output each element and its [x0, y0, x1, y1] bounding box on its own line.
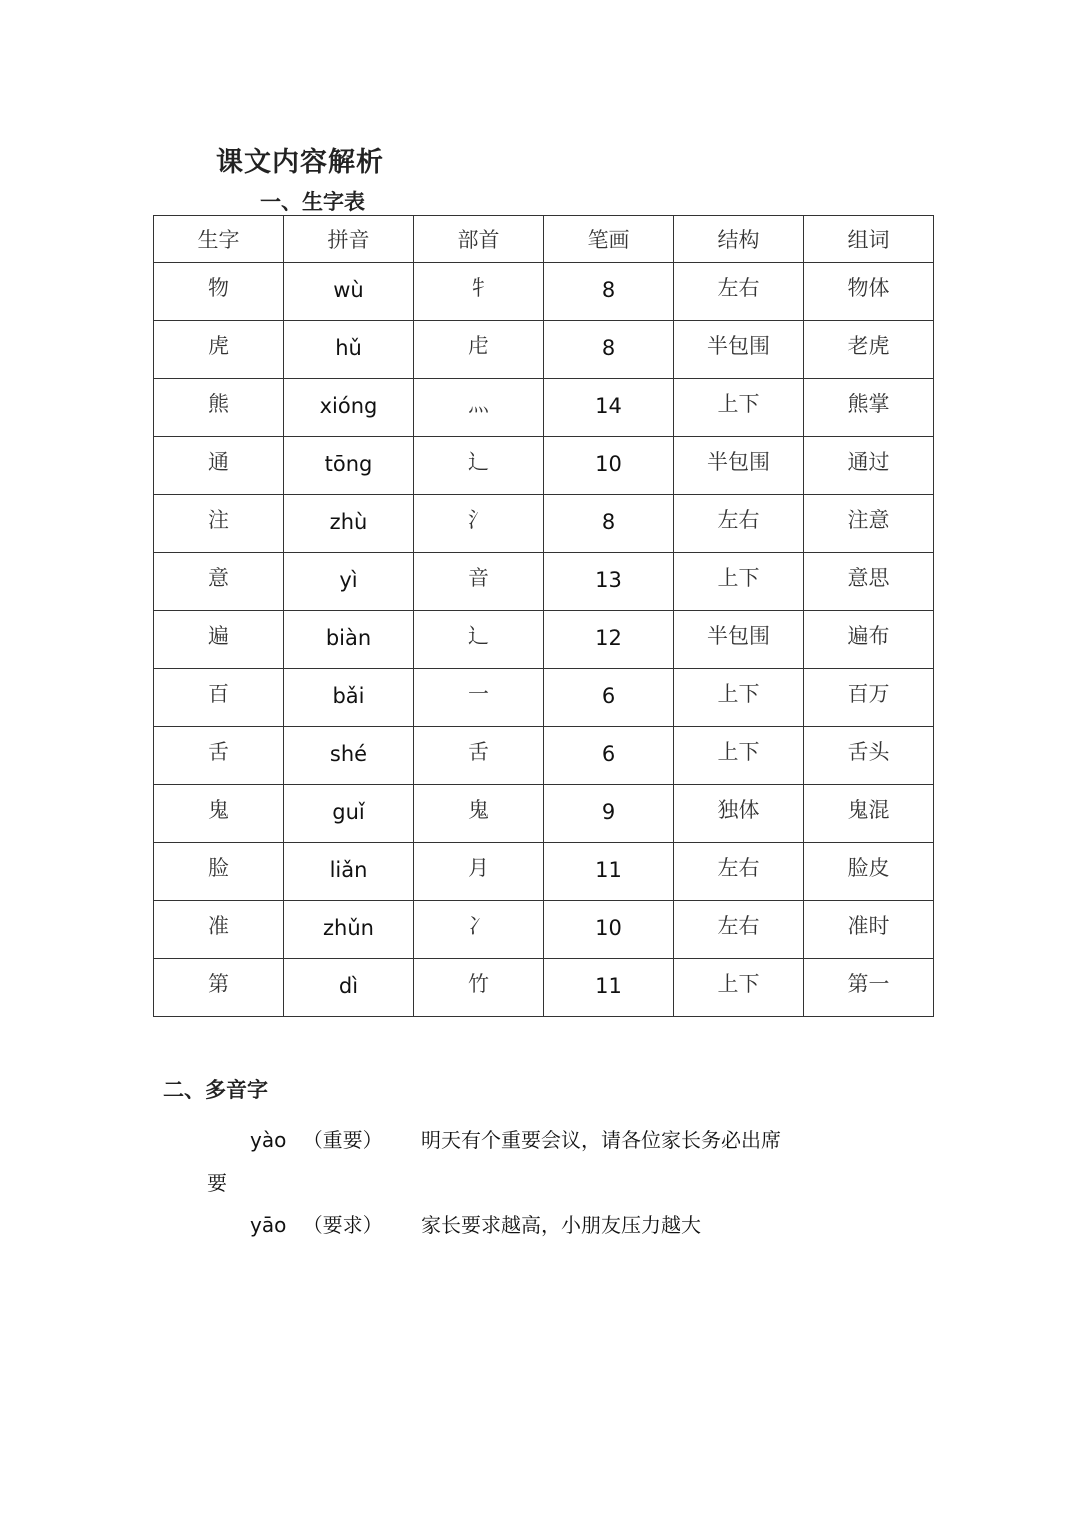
pinyin-cell — [284, 611, 414, 669]
structure-cell-text: 上下 — [717, 392, 760, 416]
pinyin-cell-text: wù — [333, 278, 364, 302]
structure-cell-text: 左右 — [717, 276, 760, 300]
char-cell-text: 第 — [208, 972, 229, 996]
pinyin-cell — [284, 727, 414, 785]
column-header: 笔画 — [544, 216, 674, 263]
section-heading-polyphonic: 二、多音字 — [163, 1077, 268, 1102]
word-cell-text: 通过 — [847, 450, 890, 474]
radical-cell — [414, 379, 544, 437]
pinyin-cell-text: xióng — [319, 394, 378, 418]
word-cell — [804, 495, 934, 553]
radical-cell — [414, 495, 544, 553]
radical-cell — [414, 727, 544, 785]
word-cell-text: 老虎 — [847, 334, 890, 358]
pinyin-cell — [284, 843, 414, 901]
page-title: 课文内容解析 — [216, 147, 384, 178]
radical-cell — [414, 669, 544, 727]
table-row — [154, 669, 934, 727]
word-cell-text: 准时 — [847, 914, 890, 938]
character-table — [153, 215, 934, 1017]
radical-cell-text: 冫 — [468, 914, 489, 938]
radical-cell-text: 辶 — [468, 624, 489, 648]
word-cell — [804, 959, 934, 1017]
column-header: 结构 — [674, 216, 804, 263]
radical-cell — [414, 437, 544, 495]
char-cell — [154, 727, 284, 785]
column-header: 拼音 — [284, 216, 414, 263]
stroke-count-cell-text: 14 — [595, 394, 622, 418]
pinyin-cell-text: guǐ — [332, 800, 365, 824]
char-cell-text: 注 — [208, 508, 229, 532]
radical-cell — [414, 553, 544, 611]
table-row — [154, 263, 934, 321]
column-header: 生字 — [154, 216, 284, 263]
structure-cell — [674, 379, 804, 437]
pinyin-cell-text: hǔ — [335, 336, 362, 360]
stroke-count-cell — [544, 611, 674, 669]
word-cell — [804, 611, 934, 669]
pinyin-cell-text: tōng — [324, 452, 373, 476]
word-cell — [804, 843, 934, 901]
reading-pinyin: yāo — [250, 1213, 287, 1237]
column-header: 组词 — [804, 216, 934, 263]
radical-cell-text: 牜 — [468, 276, 489, 300]
char-cell — [154, 495, 284, 553]
stroke-count-cell-text: 10 — [595, 916, 622, 940]
word-cell — [804, 321, 934, 379]
structure-cell — [674, 495, 804, 553]
word-cell-text: 物体 — [847, 276, 890, 300]
stroke-count-cell-text: 11 — [595, 974, 622, 998]
pinyin-cell — [284, 495, 414, 553]
radical-cell-text: 辶 — [468, 450, 489, 474]
radical-cell-text: 竹 — [468, 972, 489, 996]
stroke-count-cell — [544, 553, 674, 611]
structure-cell-text: 独体 — [717, 798, 760, 822]
radical-cell-text: 鬼 — [468, 798, 489, 822]
stroke-count-cell — [544, 727, 674, 785]
word-cell — [804, 379, 934, 437]
stroke-count-cell-text: 9 — [601, 800, 616, 824]
pinyin-cell — [284, 785, 414, 843]
reading-sentence: 家长要求越高，小朋友压力越大 — [421, 1213, 702, 1237]
stroke-count-cell-text: 8 — [601, 510, 616, 534]
radical-cell — [414, 901, 544, 959]
stroke-count-cell-text: 12 — [595, 626, 622, 650]
structure-cell-text: 上下 — [717, 566, 760, 590]
pinyin-cell-text: yì — [339, 568, 358, 592]
pinyin-cell-text: zhù — [329, 510, 368, 534]
word-cell — [804, 785, 934, 843]
char-cell — [154, 263, 284, 321]
structure-cell — [674, 263, 804, 321]
char-cell-text: 遍 — [208, 624, 229, 648]
structure-cell-text: 半包围 — [707, 450, 770, 474]
table-row — [154, 901, 934, 959]
word-cell-text: 意思 — [847, 566, 890, 590]
section-heading-character-table: 一、生字表 — [260, 189, 365, 214]
char-cell-text: 通 — [208, 450, 229, 474]
word-cell — [804, 553, 934, 611]
polyphonic-character: 要 — [207, 1171, 227, 1195]
table-row — [154, 843, 934, 901]
reading-word: （重要） — [302, 1128, 383, 1152]
pinyin-cell — [284, 321, 414, 379]
radical-cell — [414, 321, 544, 379]
radical-cell-text: 氵 — [468, 508, 489, 532]
table-header-row — [154, 216, 934, 263]
char-cell-text: 百 — [208, 682, 229, 706]
char-cell-text: 意 — [208, 566, 229, 590]
table-row — [154, 495, 934, 553]
pinyin-cell-text: shé — [329, 742, 368, 766]
char-cell — [154, 785, 284, 843]
pinyin-cell-text: zhǔn — [323, 916, 374, 940]
word-cell-text: 百万 — [847, 682, 890, 706]
structure-cell-text: 上下 — [717, 972, 760, 996]
structure-cell — [674, 843, 804, 901]
word-cell — [804, 727, 934, 785]
structure-cell-text: 上下 — [717, 740, 760, 764]
word-cell-text: 鬼混 — [847, 798, 890, 822]
table-row — [154, 611, 934, 669]
radical-cell-text: 虍 — [468, 334, 489, 358]
stroke-count-cell-text: 10 — [595, 452, 622, 476]
word-cell — [804, 263, 934, 321]
pinyin-cell — [284, 437, 414, 495]
radical-cell-text: 月 — [468, 856, 489, 880]
table-row — [154, 437, 934, 495]
column-header: 部首 — [414, 216, 544, 263]
structure-cell — [674, 321, 804, 379]
table-row — [154, 379, 934, 437]
word-cell — [804, 669, 934, 727]
pinyin-cell — [284, 553, 414, 611]
reading-line-1 — [250, 1124, 781, 1153]
table-body — [154, 263, 934, 1017]
stroke-count-cell — [544, 669, 674, 727]
structure-cell — [674, 959, 804, 1017]
structure-cell — [674, 553, 804, 611]
radical-cell — [414, 843, 544, 901]
char-cell-text: 物 — [208, 276, 229, 300]
structure-cell — [674, 611, 804, 669]
char-cell — [154, 321, 284, 379]
char-cell — [154, 901, 284, 959]
char-cell — [154, 959, 284, 1017]
structure-cell-text: 上下 — [717, 682, 760, 706]
pinyin-cell — [284, 959, 414, 1017]
structure-cell-text: 半包围 — [707, 624, 770, 648]
structure-cell — [674, 901, 804, 959]
stroke-count-cell-text: 11 — [595, 858, 622, 882]
stroke-count-cell — [544, 901, 674, 959]
stroke-count-cell-text: 6 — [601, 742, 616, 766]
table-row — [154, 321, 934, 379]
pinyin-cell — [284, 379, 414, 437]
pinyin-cell — [284, 901, 414, 959]
stroke-count-cell — [544, 321, 674, 379]
char-cell-text: 熊 — [208, 392, 229, 416]
word-cell-text: 第一 — [847, 972, 890, 996]
table-row — [154, 727, 934, 785]
word-cell-text: 脸皮 — [847, 856, 890, 880]
char-cell — [154, 611, 284, 669]
radical-cell — [414, 263, 544, 321]
char-cell-text: 舌 — [208, 740, 229, 764]
stroke-count-cell — [544, 843, 674, 901]
pinyin-cell-text: dì — [338, 974, 359, 998]
stroke-count-cell-text: 8 — [601, 278, 616, 302]
word-cell — [804, 901, 934, 959]
pinyin-cell-text: biàn — [325, 626, 372, 650]
table-row — [154, 959, 934, 1017]
word-cell — [804, 437, 934, 495]
structure-cell — [674, 727, 804, 785]
reading-pinyin: yào — [250, 1128, 287, 1152]
radical-cell — [414, 785, 544, 843]
char-cell — [154, 379, 284, 437]
word-cell-text: 注意 — [847, 508, 890, 532]
stroke-count-cell-text: 6 — [601, 684, 616, 708]
word-cell-text: 遍布 — [847, 624, 890, 648]
structure-cell-text: 左右 — [717, 914, 760, 938]
radical-cell-text: 音 — [468, 566, 489, 590]
structure-cell-text: 半包围 — [707, 334, 770, 358]
char-cell-text: 脸 — [208, 856, 229, 880]
structure-cell — [674, 785, 804, 843]
pinyin-cell — [284, 669, 414, 727]
char-cell — [154, 437, 284, 495]
pinyin-cell — [284, 263, 414, 321]
stroke-count-cell-text: 8 — [601, 336, 616, 360]
pinyin-cell-text: liǎn — [329, 858, 368, 882]
stroke-count-cell — [544, 263, 674, 321]
word-cell-text: 舌头 — [847, 740, 890, 764]
stroke-count-cell — [544, 495, 674, 553]
char-cell-text: 鬼 — [208, 798, 229, 822]
char-cell — [154, 553, 284, 611]
structure-cell-text: 左右 — [717, 508, 760, 532]
stroke-count-cell — [544, 437, 674, 495]
structure-cell-text: 左右 — [717, 856, 760, 880]
stroke-count-cell — [544, 959, 674, 1017]
word-cell-text: 熊掌 — [847, 392, 890, 416]
structure-cell — [674, 669, 804, 727]
radical-cell — [414, 959, 544, 1017]
reading-line-2 — [250, 1209, 701, 1238]
table-row — [154, 553, 934, 611]
table-row — [154, 785, 934, 843]
structure-cell — [674, 437, 804, 495]
reading-word: （要求） — [302, 1213, 383, 1237]
radical-cell-text: 一 — [468, 682, 489, 706]
char-cell-text: 虎 — [208, 334, 229, 358]
radical-cell — [414, 611, 544, 669]
char-cell — [154, 843, 284, 901]
stroke-count-cell — [544, 379, 674, 437]
char-cell — [154, 669, 284, 727]
radical-cell-text: 灬 — [468, 392, 489, 416]
reading-sentence: 明天有个重要会议，请各位家长务必出席 — [421, 1128, 782, 1152]
stroke-count-cell-text: 13 — [595, 568, 622, 592]
stroke-count-cell — [544, 785, 674, 843]
pinyin-cell-text: bǎi — [332, 684, 365, 708]
char-cell-text: 准 — [208, 914, 229, 938]
radical-cell-text: 舌 — [468, 740, 489, 764]
